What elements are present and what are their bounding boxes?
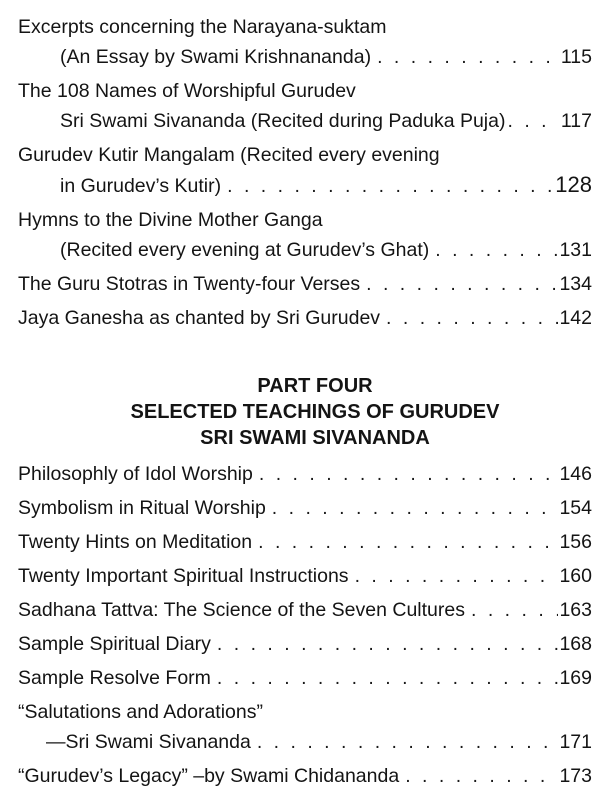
toc-entry-title: “Salutations and Adorations” [18,701,263,723]
toc-entry-title: Sample Resolve Form [18,667,211,689]
toc-entry [18,76,592,136]
toc-entry-title: Sample Spiritual Diary [18,633,211,655]
toc-entry-title: Jaya Ganesha as chanted by Sri Gurudev [18,307,381,329]
toc-entry-subtitle: (An Essay by Swami Krishnananda) [60,46,372,68]
toc-entry-title: The Guru Stotras in Twenty-four Verses [18,273,361,295]
leader-dots [349,561,558,591]
toc-entry-subtitle: —Sri Swami Sivananda [46,731,251,753]
toc-entry [18,629,592,659]
page-number: 142 [559,307,592,329]
part-heading-line1: PART FOUR [257,375,373,397]
toc-entry [18,493,592,523]
toc-section [18,459,592,791]
leader-dots [266,493,558,523]
toc-entry [18,761,592,791]
leader-dots [505,106,558,136]
toc-entry [18,459,592,489]
toc-entry [18,140,592,201]
toc-entry-title: “Gurudev’s Legacy” –by Swami Chidananda [18,765,400,787]
leader-dots [253,459,558,489]
leader-dots [211,629,558,659]
toc-entry-title: Sadhana Tattva: The Science of the Seven Cultures [18,599,465,621]
toc-entry [18,269,592,299]
page-number: 160 [559,565,592,587]
toc-entry [18,527,592,557]
page-number: 154 [559,497,592,519]
page-number: 168 [559,633,592,655]
page-number: 173 [559,765,592,787]
leader-dots [360,269,558,299]
page-number: 117 [560,110,592,132]
part-heading-line3: SRI SWAMI SIVANANDA [200,427,430,449]
toc-entry [18,12,592,72]
toc-entry-subtitle: in Gurudev’s Kutir) [60,175,222,197]
page-number: 156 [559,531,592,553]
leader-dots [251,727,558,757]
page-number: 128 [555,172,592,197]
page-number: 134 [559,273,592,295]
toc-entry [18,663,592,693]
leader-dots [380,303,558,333]
toc-entry-subtitle: (Recited every evening at Gurudev’s Ghat) [60,239,430,261]
leader-dots [371,42,558,72]
leader-dots [252,527,558,557]
toc-entry [18,205,592,265]
toc-entry-title: Twenty Hints on Meditation [18,531,253,553]
part-heading [18,373,592,451]
part-heading-line2: SELECTED TEACHINGS OF GURUDEV [130,401,500,423]
toc-entry [18,561,592,591]
toc-entry [18,697,592,757]
toc-entry-subtitle: Sri Swami Sivananda (Recited during Paduka Puja) [60,110,506,132]
toc-entry-title: Hymns to the Divine Mother Ganga [18,209,323,231]
toc-entry-title: Gurudev Kutir Mangalam (Recited every evening [18,144,440,166]
page-number: 169 [559,667,592,689]
toc-entry [18,595,592,625]
leader-dots [429,235,558,265]
leader-dots [211,663,558,693]
leader-dots [465,595,558,625]
toc-entry-title: Excerpts concerning the Narayana-suktam [18,16,387,38]
leader-dots [221,171,555,201]
page-number: 146 [559,463,592,485]
leader-dots [399,761,558,791]
table-of-contents [18,12,592,795]
toc-entry-title: The 108 Names of Worshipful Gurudev [18,80,356,102]
toc-entry-title: Philosophly of Idol Worship [18,463,253,485]
page-number: 163 [559,599,592,621]
toc-entry-title: Twenty Important Spiritual Instructions [18,565,349,587]
toc-entry [18,303,592,333]
toc-entry-title: Symbolism in Ritual Worship [18,497,266,519]
page-number: 171 [559,731,592,753]
page-number: 131 [559,239,592,261]
page-number: 115 [560,46,592,68]
